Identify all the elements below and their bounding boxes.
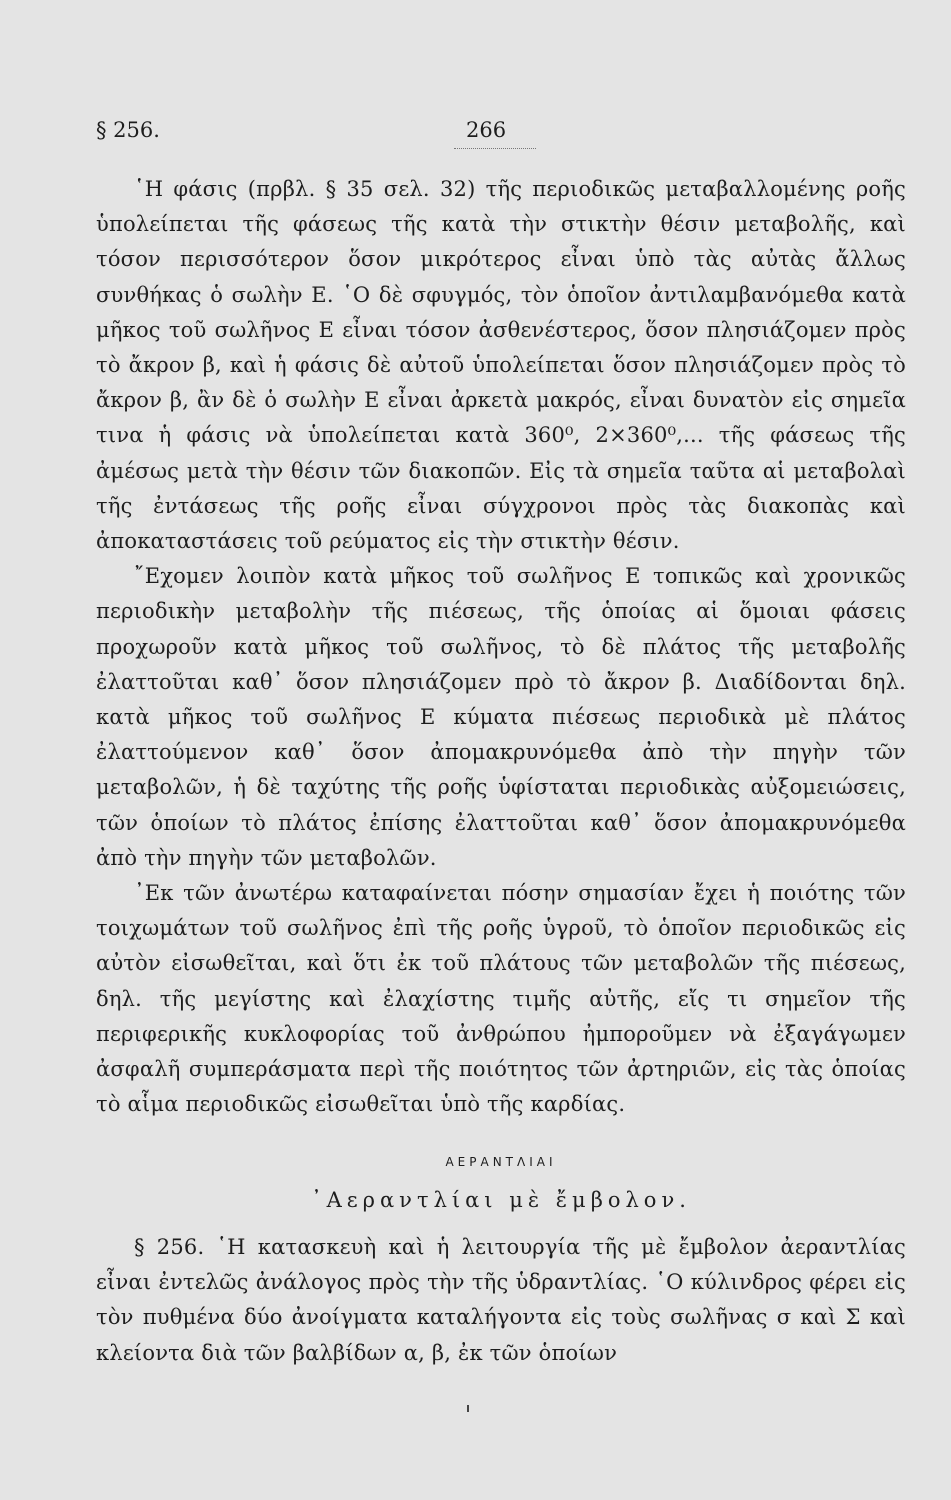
body-text <box>96 172 906 1122</box>
section-256-text <box>96 1230 906 1371</box>
paragraph-pressure-waves: ῎Εχομεν λοιπὸν κατὰ μῆκος τοῦ σωλῆνος Ε τοπικῶς καὶ χρονικῶς περιοδικὴν μεταβολὴν τῆς πιέσεως, τῆς ὁποίας αἱ ὅμοιαι φάσεις προχωροῦν κατὰ μῆκος τοῦ σωλῆνος, τὸ δὲ πλάτος τῆς μεταβολῆς ἐλαττοῦται καθ᾽ ὅσον πλησιάζομεν πρὸ τὸ ἄκρον β. Διαδίδονται δηλ. κατὰ μῆκος τοῦ σωλῆνος Ε κύματα πιέσεως περιοδικὰ μὲ πλάτος ἐλαττούμενον καθ᾽ ὅσον ἀπομακρυνόμεθα ἀπὸ τὴν πηγὴν τῶν μεταβολῶν, ἡ δὲ ταχύτης τῆς ροῆς ὑφίσταται περιοδικὰς αὐξομειώσεις, τῶν ὁποίων τὸ πλάτος ἐπίσης ἐλαττοῦται καθ᾽ ὅσον ἀπομακρυνόμεθα ἀπὸ τὴν πηγὴν τῶν μεταβολῶν. <box>96 564 906 870</box>
section-heading-caps: ΑΕΡΑΝΤΛΙΑΙ <box>445 1155 557 1169</box>
paragraph-air-pump: § 256. ῾Η κατασκευὴ καὶ ἡ λειτουργία τῆς μὲ ἔμβολον ἀεραντλίας εἶναι ἐντελῶς ἀνάλογος πρὸς τὴν τῆς ὑδραντλίας. ῾Ο κύλινδρος φέρει εἰς τὸν πυθμένα δύο ἀνοίγματα καταλήγοντα εἰς τοὺς σωλῆνας σ καὶ Σ καὶ κλείοντα διὰ τῶν βαλβίδων α, β, ἐκ τῶν ὁποίων <box>96 1235 906 1365</box>
page-number: 266 <box>466 118 507 142</box>
paragraph-arteries: ᾽Εκ τῶν ἀνωτέρω καταφαίνεται πόσην σημασίαν ἔχει ἡ ποιότης τῶν τοιχωμάτων τοῦ σωλῆνος ἐπὶ τῆς ροῆς ὑγροῦ, τὸ ὁποῖον περιοδικῶς εἰς αὐτὸν εἰσωθεῖται, καὶ ὅτι ἐκ τοῦ πλάτους τῶν μεταβολῶν τῆς πιέσεως, δηλ. τῆς μεγίστης καὶ ἐλαχίστης τιμῆς αὐτῆς, εἴς τι σημεῖον τῆς περιφερικῆς κυκλοφορίας τοῦ ἀνθρώπου ἠμποροῦμεν νὰ ἐξαγάγωμεν ἀσφαλῆ συμπεράσματα περὶ τῆς ποιότητος τῶν ἀρτηριῶν, εἰς τὰς ὁποίας τὸ αἷμα περιοδικῶς εἰσωθεῖται ὑπὸ τῆς καρδίας. <box>96 881 906 1117</box>
section-heading <box>96 1152 906 1218</box>
print-speck <box>467 1405 469 1412</box>
running-head <box>96 118 906 148</box>
section-heading-title: ᾽Αεραντλίαι μὲ ἔμβολον. <box>311 1188 691 1212</box>
header-rule <box>454 148 536 149</box>
section-reference: § 256. <box>96 118 160 142</box>
paragraph-phase: ῾Η φάσις (πρβλ. § 35 σελ. 32) τῆς περιοδικῶς μεταβαλλομένης ροῆς ὑπολείπεται τῆς φάσεως τῆς κατὰ τὴν στικτὴν θέσιν μεταβολῆς, καὶ τόσον περισσότερον ὅσον μικρότερος εἶναι ὑπὸ τὰς αὐτὰς ἄλλως συνθήκας ὁ σωλὴν Ε. ῾Ο δὲ σφυγμός, τὸν ὁποῖον ἀντιλαμβανόμεθα κατὰ μῆκος τοῦ σωλῆνος Ε εἶναι τόσον ἀσθενέστερος, ὅσον πλησιάζομεν πρὸς τὸ ἄκρον β, καὶ ἡ φάσις δὲ αὐτοῦ ὑπολείπεται ὅσον πλησιάζομεν πρὸς τὸ ἄκρον β, ἂν δὲ ὁ σωλὴν Ε εἶναι ἀρκετὰ μακρός, εἶναι δυνατὸν εἰς σημεῖα τινα ἡ φάσις νὰ ὑπολείπεται κατὰ 360⁰, 2×360⁰,... τῆς φάσεως τῆς ἀμέσως μετὰ τὴν θέσιν τῶν διακοπῶν. Εἰς τὰ σημεῖα ταῦτα αἱ μεταβολαὶ τῆς ἐντάσεως τῆς ροῆς εἶναι σύγχρονοι πρὸς τὰς διακοπὰς καὶ ἀποκαταστάσεις τοῦ ρεύματος εἰς τὴν στικτὴν θέσιν. <box>96 177 906 554</box>
